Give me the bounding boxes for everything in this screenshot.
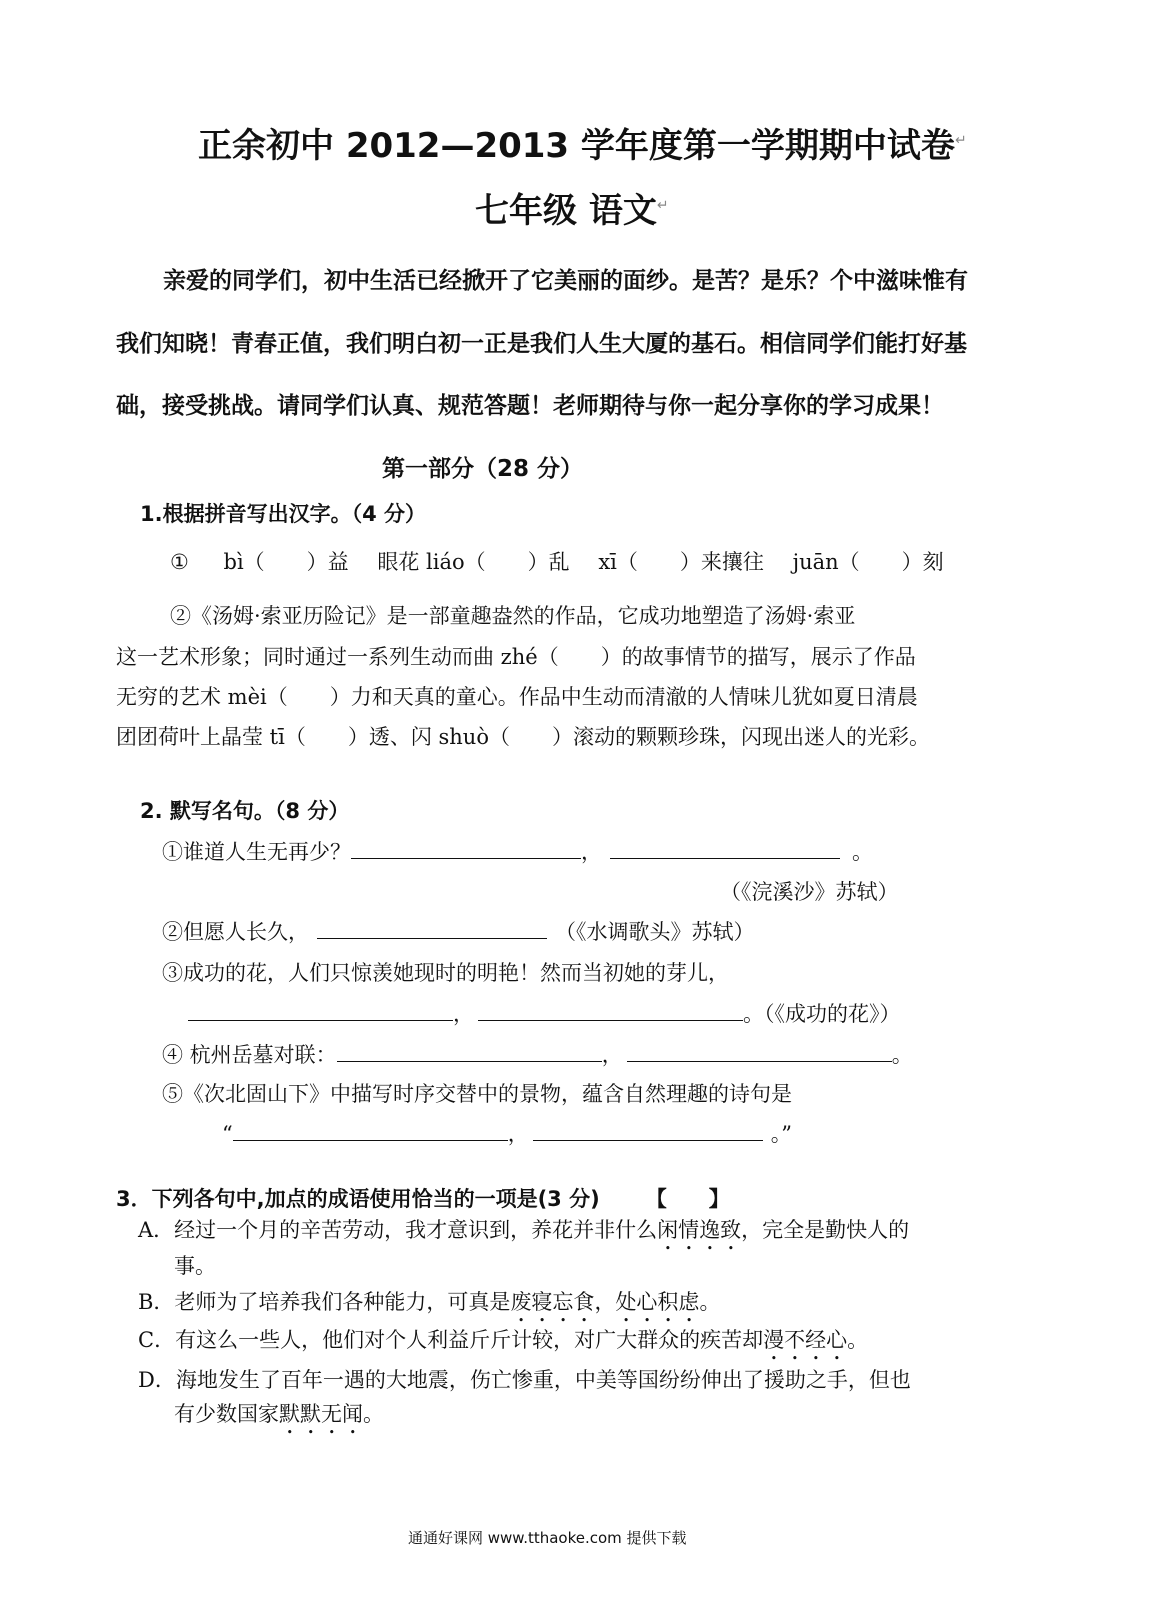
- option-text: 。: [363, 1402, 384, 1426]
- q2-s2-text: ②但愿人长久，: [162, 920, 309, 944]
- q1-heading: 1.根据拼音写出汉字。（4 分）: [140, 502, 427, 526]
- dotted-idiom: 漫不经心: [763, 1328, 848, 1352]
- terminator: 。”: [770, 1122, 792, 1146]
- answer-blank[interactable]: [627, 1043, 892, 1062]
- option-text: ，完全是勤快人的: [741, 1218, 910, 1242]
- intro-line-3: 础，接受挑战。请同学们认真、规范答题！老师期待与你一起分享你的学习成果！: [116, 393, 944, 419]
- q1-sub2-line-4: 团团荷叶上晶莹 tī（ ）透、闪 shuò（ ）滚动的颗颗珍珠，闪现出迷人的光彩。: [116, 725, 930, 749]
- q3-option-b[interactable]: [138, 1286, 720, 1327]
- dotted-idiom: 废寝忘食: [510, 1290, 595, 1314]
- part-heading: 第一部分（28 分）: [382, 456, 584, 482]
- pinyin-item: juān（ ）刻: [792, 550, 944, 574]
- q3-option-a-line-2: 事。: [174, 1254, 216, 1278]
- q1-sub2-line-3: 无穷的艺术 mèi（ ）力和天真的童心。作品中生动而清澈的人情味儿犹如夏日清晨: [116, 685, 918, 709]
- return-mark: ↵: [954, 132, 967, 149]
- q1-sub2-line-1: ②《汤姆·索亚历险记》是一部童趣盎然的作品，它成功地塑造了汤姆·索亚: [170, 604, 856, 628]
- q2-s4: [162, 1039, 913, 1069]
- answer-blank[interactable]: [337, 1043, 602, 1062]
- q1-sub2-line-2: 这一艺术形象；同时通过一系列生动而曲 zhé（ ）的故事情节的描写，展示了作品: [116, 645, 916, 669]
- return-mark: ↵: [656, 197, 669, 214]
- q1-sub1: [170, 546, 944, 576]
- intro-line-1: 亲爱的同学们，初中生活已经掀开了它美丽的面纱。是苦？是乐？个中滋味惟有: [163, 268, 968, 294]
- option-text: ，: [594, 1290, 616, 1314]
- q3-option-d[interactable]: D．海地发生了百年一遇的大地震，伤亡惨重，中美等国纷纷伸出了援助之手，但也: [138, 1368, 911, 1392]
- q2-s2-source: （《水调歌头》苏轼）: [555, 920, 755, 944]
- exam-subtitle: [475, 183, 669, 232]
- q2-s3-answers: [188, 998, 901, 1028]
- answer-blank[interactable]: [317, 920, 547, 939]
- separator: ，: [453, 1002, 474, 1026]
- q3-heading-text: 3．下列各句中,加点的成语使用恰当的一项是(3 分): [116, 1187, 600, 1211]
- option-text: 有少数国家: [174, 1402, 279, 1426]
- answer-blank[interactable]: [478, 1002, 743, 1021]
- dotted-idiom: 闲情逸致: [657, 1218, 742, 1242]
- option-text: C．有这么一些人，他们对个人利益斤斤计较，对广大群众的疾苦却: [138, 1328, 764, 1352]
- open-quote: “: [222, 1122, 233, 1146]
- q2-s1: [162, 836, 873, 866]
- option-text: A．经过一个月的辛苦劳动，我才意识到，养花并非什么: [138, 1218, 658, 1242]
- q2-s2: [162, 916, 755, 946]
- answer-blank[interactable]: [188, 1002, 453, 1021]
- answer-blank[interactable]: [233, 1122, 508, 1141]
- option-text: 。: [847, 1328, 869, 1352]
- q2-s5: ⑤《次北固山下》中描写时序交替中的景物，蕴含自然理趣的诗句是: [162, 1082, 792, 1106]
- q2-s5-answers: [222, 1118, 792, 1148]
- separator: ，: [507, 1122, 529, 1146]
- pinyin-item: xī（ ）来攘往: [598, 550, 764, 574]
- footer-credit: 通通好课网 www.tthaoke.com 提供下载: [408, 1529, 687, 1547]
- q2-s3-source: 。（《成功的花》）: [743, 1002, 901, 1026]
- q2-s4-text: ④ 杭州岳墓对联：: [162, 1043, 337, 1067]
- option-text: B．老师为了培养我们各种能力，可真是: [138, 1290, 511, 1314]
- exam-title: [198, 118, 967, 167]
- separator: ，: [601, 1043, 623, 1067]
- pinyin-item: 眼花 liáo（ ）乱: [377, 550, 570, 574]
- q3-option-d-line-2: [174, 1398, 384, 1439]
- exam-title-text: 正余初中 2012—2013 学年度第一学期期中试卷: [198, 126, 955, 166]
- q3-heading: [116, 1183, 730, 1213]
- option-text: 。: [699, 1290, 721, 1314]
- q2-s1-text: ①谁道人生无再少？: [162, 840, 351, 864]
- q2-heading: 2. 默写名句。（8 分）: [140, 799, 350, 823]
- dotted-idiom: 默默无闻: [279, 1402, 363, 1426]
- q2-s3: ③成功的花，人们只惊羡她现时的明艳！然而当初她的芽儿，: [162, 961, 729, 985]
- answer-blank[interactable]: [533, 1122, 763, 1141]
- answer-blank[interactable]: [610, 840, 840, 859]
- q1-sub1-num: ①: [170, 550, 189, 574]
- answer-bracket[interactable]: 【 】: [645, 1187, 730, 1211]
- exam-subtitle-text: 七年级 语文: [475, 191, 657, 231]
- q3-option-c[interactable]: [138, 1324, 868, 1365]
- q3-option-a[interactable]: [138, 1214, 909, 1255]
- terminator: 。: [891, 1043, 913, 1067]
- terminator: 。: [852, 840, 873, 864]
- answer-blank[interactable]: [351, 840, 581, 859]
- dotted-idiom: 处心积虑: [615, 1290, 700, 1314]
- pinyin-item: bì（ ）益: [223, 550, 349, 574]
- intro-line-2: 我们知晓！青春正值，我们明白初一正是我们人生大厦的基石。相信同学们能打好基: [116, 331, 967, 357]
- q2-s1-source: （《浣溪沙》苏轼）: [720, 880, 899, 904]
- separator: ，: [581, 840, 602, 864]
